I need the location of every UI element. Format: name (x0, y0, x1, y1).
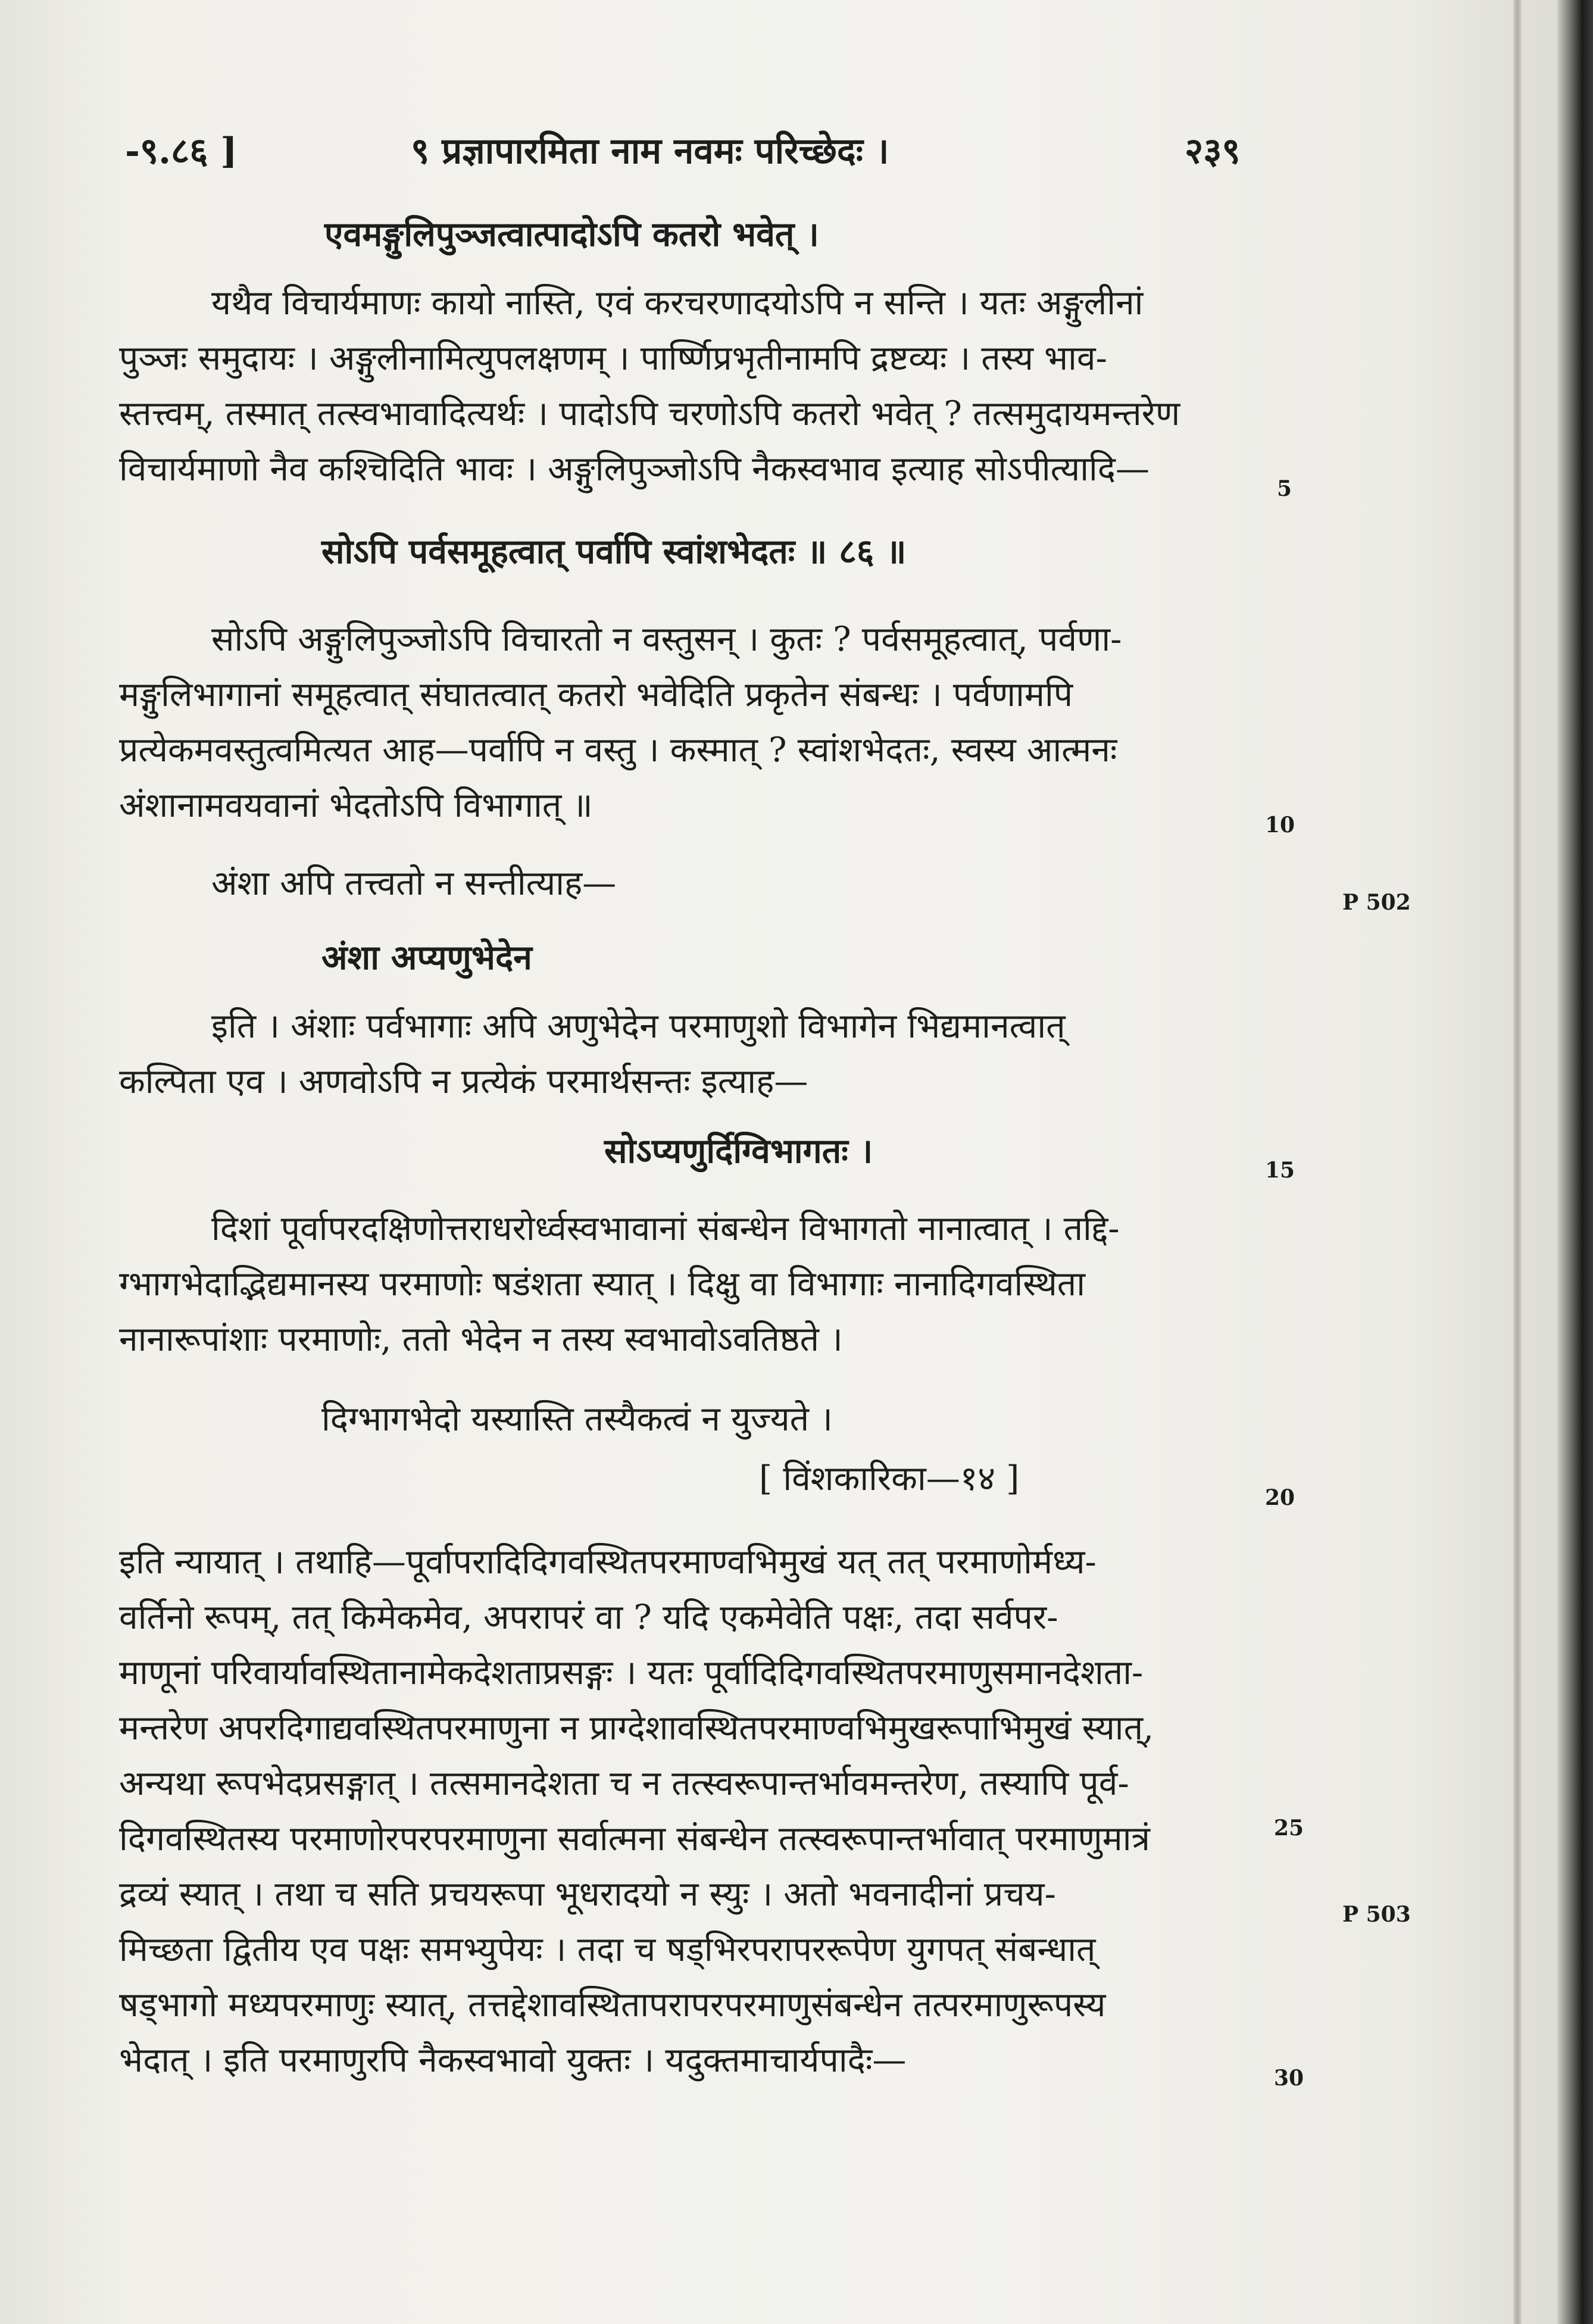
text-line: इति न्यायात् । तथाहि—पूर्वापरादिदिगवस्थितपरमाण्वभिमुखं यत् तत् परमाणोर्मध्य- (119, 1542, 1097, 1582)
verse-line: सोऽप्यणुर्दिग्विभागतः । (604, 1131, 873, 1171)
header-chapter-title: ९ प्रज्ञापारमिता नाम नवमः परिच्छेदः । (411, 130, 889, 172)
text-line: अन्यथा रूपभेदप्रसङ्गात् । तत्समानदेशता च न तत्स्वरूपान्तर्भावमन्तरेण, तस्यापि पूर्व- (119, 1764, 1129, 1803)
text-line: कल्पिता एव । अणवोऽपि न प्रत्येकं परमार्थसन्तः इत्याह— (119, 1062, 808, 1101)
text-line: षड्भागो मध्यपरमाणुः स्यात्, तत्तद्देशावस्थितापरापरपरमाणुसंबन्धेन तत्परमाणुरूपस्य (119, 1985, 1106, 2025)
text-line: भेदात् । इति परमाणुरपि नैकस्वभावो युक्तः । यदुक्तमाचार्यपादैः— (119, 2041, 907, 2080)
binding-line (1513, 0, 1522, 2324)
line-number: 25 (1274, 1816, 1304, 1841)
text-line: स्तत्त्वम्, तस्मात् तत्स्वभावादित्यर्थः । पादोऽपि चरणोऽपि कतरो भवेत् ? तत्समुदायमन्तरेण (119, 394, 1180, 433)
verse-line: एवमङ्गुलिपुञ्जत्वात्पादोऽपि कतरो भवेत् । (324, 214, 819, 254)
page-header (0, 125, 1593, 185)
verse-line: सोऽपि पर्वसमूहत्वात् पर्वापि स्वांशभेदतः ॥ ८६ ॥ (321, 532, 907, 571)
text-line: विचार्यमाणो नैव कश्चिदिति भावः । अङ्गुलिपुञ्जोऽपि नैकस्वभाव इत्याह सोऽपीत्यादि— (119, 449, 1150, 489)
text-line: दिशां पूर्वापरदक्षिणोत्तराधरोर्ध्वस्वभावानां संबन्धेन विभागतो नानात्वात् । तद्दि- (211, 1209, 1120, 1248)
text-line: सोऽपि अङ्गुलिपुञ्जोऽपि विचारतो न वस्तुसन् । कुतः ? पर्वसमूहत्वात्, पर्वणा- (211, 620, 1122, 659)
header-section-number: -९.८६ ] (125, 130, 238, 172)
text-line: मङ्गुलिभागानां समूहत्वात् संघातत्वात् कतरो भवेदिति प्रकृतेन संबन्धः । पर्वणामपि (119, 675, 1073, 714)
line-number: 15 (1265, 1158, 1295, 1183)
quote-line: दिग्भागभेदो यस्यास्ति तस्यैकत्वं न युज्यते । (321, 1400, 833, 1439)
line-number: 5 (1277, 476, 1292, 501)
text-line: अंशा अपि तत्त्वतो न सन्तीत्याह— (211, 864, 617, 903)
text-line: मिच्छता द्वितीय एव पक्षः समभ्युपेयः । तदा च षड्भिरपरापररूपेण युगपत् संबन्धात् (119, 1930, 1096, 1969)
text-line: पुञ्जः समुदायः । अङ्गुलीनामित्युपलक्षणम् । पार्ष्णिप्रभृतीनामपि द्रष्टव्यः । तस्य भाव- (119, 339, 1107, 378)
text-line: यथैव विचार्यमाणः कायो नास्ति, एवं करचरणादयोऽपि न सन्ति । यतः अङ्गुलीनां (211, 283, 1144, 323)
text-line: ग्भागभेदाद्भिद्यमानस्य परमाणोः षडंशता स्यात् । दिक्षु वा विभागाः नानादिगवस्थिता (119, 1264, 1086, 1304)
page-reference: P 502 (1342, 890, 1411, 915)
line-number: 30 (1274, 2066, 1304, 2091)
header-page-number: २३९ (1185, 130, 1241, 172)
text-line: अंशानामवयवानां भेदतोऽपि विभागात् ॥ (119, 786, 593, 825)
text-line: इति । अंशाः पर्वभागाः अपि अणुभेदेन परमाणुशो विभागेन भिद्यमानत्वात् (211, 1007, 1066, 1046)
text-line: वर्तिनो रूपम्, तत् किमेकमेव, अपरापरं वा ? यदि एकमेवेति पक्षः, तदा सर्वपर- (119, 1598, 1058, 1637)
line-number: 20 (1265, 1485, 1295, 1510)
line-number: 10 (1265, 813, 1295, 838)
text-line: मन्तरेण अपरदिगाद्यवस्थितपरमाणुना न प्राग्देशावस्थितपरमाण्वभिमुखरूपाभिमुखं स्यात्, (119, 1708, 1154, 1748)
verse-line: अंशा अप्यणुभेदेन (321, 938, 532, 977)
book-binding (1557, 0, 1593, 2324)
text-line: नानारूपांशाः परमाणोः, ततो भेदेन न तस्य स्वभावोऽवतिष्ठते । (119, 1320, 843, 1359)
text-line: दिगवस्थितस्य परमाणोरपरपरमाणुना सर्वात्मना संबन्धेन तत्स्वरूपान्तर्भावात् परमाणुमात्रं (119, 1819, 1150, 1858)
source-citation: [ विंशकारिका—१४ ] (759, 1459, 1020, 1498)
text-line: द्रव्यं स्यात् । तथा च सति प्रचयरूपा भूधरादयो न स्युः । अतो भवनादीनां प्रचय- (119, 1875, 1056, 1914)
page-reference: P 503 (1342, 1902, 1411, 1927)
text-line: माणूनां परिवार्यावस्थितानामेकदेशताप्रसङ्गः । यतः पूर्वादिदिगवस्थितपरमाणुसमानदेशता- (119, 1653, 1144, 1692)
text-line: प्रत्येकमवस्तुत्वमित्यत आह—पर्वापि न वस्तु । कस्मात् ? स्वांशभेदतः, स्वस्य आत्मनः (119, 730, 1117, 770)
